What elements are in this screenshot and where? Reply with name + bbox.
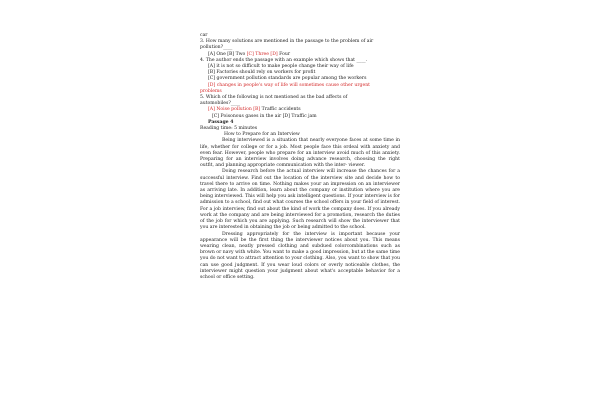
question-5-stem: 5. Which of the following is not mentioned as the bad affects of [200, 95, 348, 101]
question-3-stem: 3. How many solutions are mentioned in the passage to the problem of air [200, 39, 374, 45]
q5-answer-highlight: [A] Noise pollution [B] [208, 107, 261, 113]
passage-title: How to Prepare for an Interview [224, 132, 300, 138]
question-5-options-cd: [C] Poisonous gases in the air [D] Traffic jam [212, 113, 317, 119]
q3-options-prefix: [A] One [B] Two [208, 51, 247, 57]
paragraph-3: Dressing appropriately for the interview is important because your appearance will be the first thing the interviewer notices about you. This means wearing clean, neatly pressed clothing and subdued colorcombinations such as brown or navy with white. You want to make a good impression, but at the same time you do not want to attract attention to your clothing. Also, you want to show that you can use good judgment. If you wear loud colors or overly noticeable clothes, the interviewer might question your judgment about what's acceptable behavior for a school or office setting. [200, 231, 400, 280]
reading-time: Reading time: 5 minutes [200, 126, 258, 132]
passage-label: Passage 4 [208, 119, 234, 125]
question-3-stem-cont: pollution?____ [200, 45, 233, 51]
q3-options-suffix: Four [277, 51, 291, 57]
question-4-option-b: [B] Factories should rely on workers for profit [208, 70, 316, 76]
question-4-option-d-cont: problems [200, 88, 222, 94]
question-5-stem-cont: automobiles?____ [200, 101, 241, 107]
fragment-line: car [200, 33, 208, 38]
question-4-option-d: [D] changes in people's way of life will sometimes cause other urgent [208, 82, 370, 88]
document-page [200, 33, 400, 281]
paragraph-2: Doing research before the actual interview will increase the chances for a successful interview. Find out the location of the interview site and decide how to travel there to arrive on time. Nothing makes your an impression on an interviewer as arriving late. In addition, learn about the company or institution where you are being interviewed. This will help you ask intelligent questions. If your interview is for admission to a school, find out what courses the school offers in your field of interest. For a job interview, find out about the kind of work the company does. If you already work at the company and are being interviewed for a promotion, research the duties of the job for which you are applying. Such research will show the interviewer that you are interested in obtaining the job or being admitted to the school. [200, 169, 400, 231]
question-4-option-a: [A] it is not so difficult to make people change their way of life [208, 64, 354, 70]
question-4-option-c: [C] government pollution standards are popular among the workers [208, 76, 367, 82]
question-4-stem: 4. The author ends the passage with an example which shows that ____. [200, 57, 368, 63]
q5-options-ab-rest: Traffic accidents [260, 107, 301, 113]
paragraph-1: Being interviewed is a situation that nearly everyone faces at some time in life, whether for college or for a job. Most people face this ordeal with anxiety and even fear. However, people who prepare for an interview avoid much of this anxiety. Preparing for an interview involves doing advance research, choosing the right outfit, and planning appropriate communication with the inter- viewer. [200, 138, 400, 169]
q3-answer-highlight: [C] Three [D] [246, 51, 278, 57]
